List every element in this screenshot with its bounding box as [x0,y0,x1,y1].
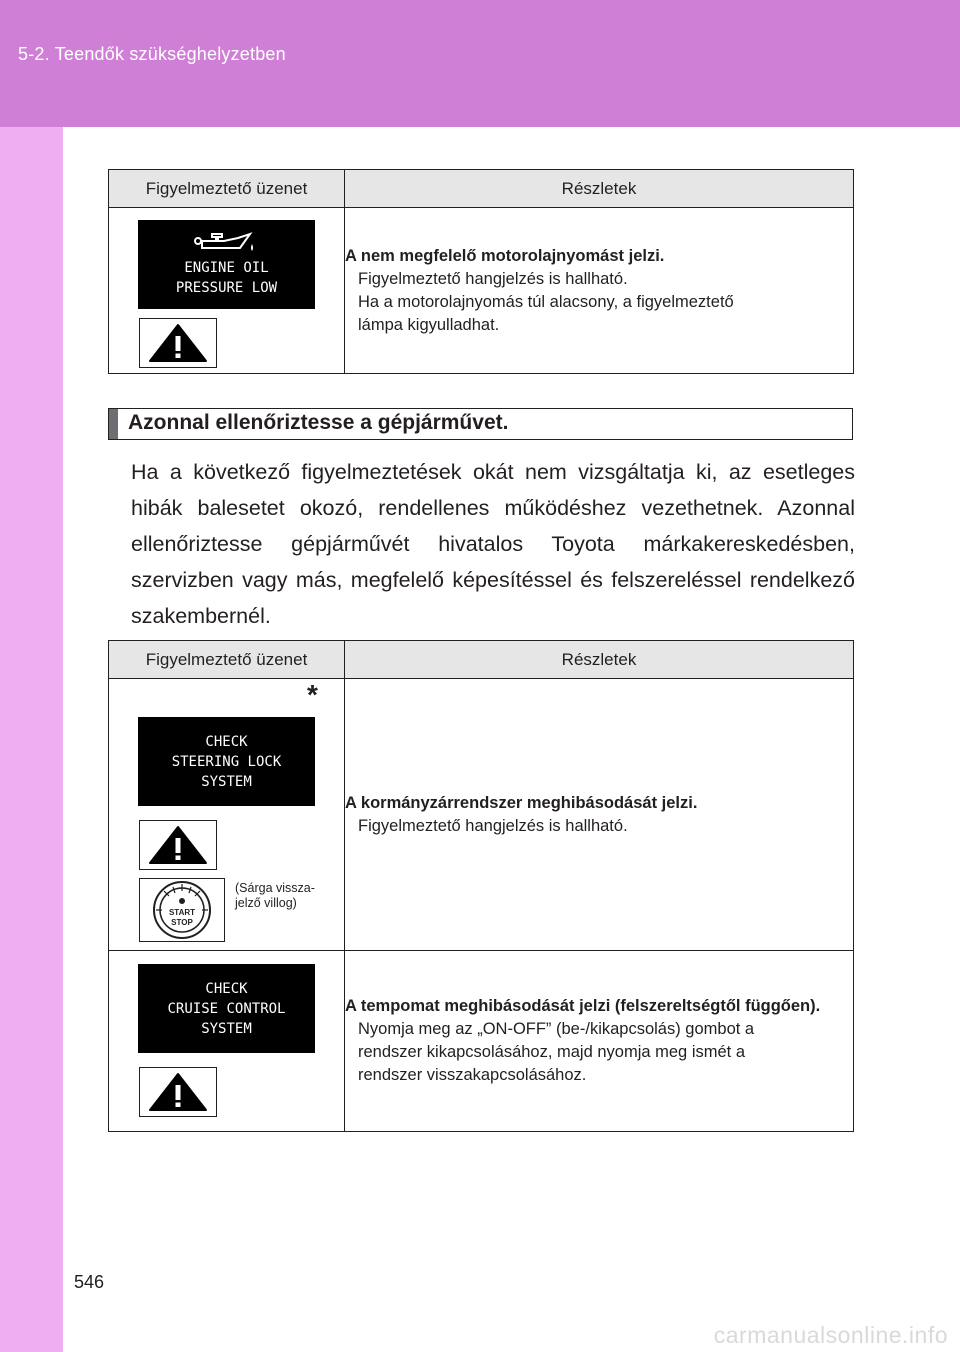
warning-indicator [139,318,217,368]
oil-can-icon [192,232,262,258]
lcd-line: CHECK [205,980,248,997]
start-stop-indicator [139,878,225,942]
knob-label-stop: STOP [171,918,193,927]
lcd-display [138,220,315,309]
detail-heading: A nem megfelelő motorolajnyomást jelzi. [345,246,665,265]
detail-line: lámpa kigyulladhat. [358,315,500,334]
lcd-line: SYSTEM [201,773,252,790]
warning-table-2 [108,640,854,1132]
lcd-line: PRESSURE LOW [175,279,278,296]
detail-line: Figyelmeztető hangjelzés is hallható. [358,816,628,835]
details-cell [345,679,854,951]
start-stop-button-icon [140,879,224,941]
lcd-display [138,717,315,806]
lcd-display [138,964,315,1053]
column-header-details: Részletek [345,641,854,679]
lcd-line: CHECK [205,733,248,750]
warning-indicator [139,820,217,870]
detail-line: rendszer kikapcsolásához, majd nyomja meg ismét a [358,1043,746,1061]
indicator-note [235,881,315,911]
message-cell [109,208,345,374]
warning-triangle-icon [148,825,208,865]
lcd-line: STEERING LOCK [171,753,282,770]
knob-label-start: START [168,908,196,917]
warning-table-1 [108,169,854,374]
watermark: carmanualsonline.info [713,1322,948,1348]
column-header-details: Részletek [345,170,854,208]
note-line: jelző villog) [235,896,297,910]
detail-line: Figyelmeztető hangjelzés is hallható. [358,269,628,288]
lcd-line: CRUISE CONTROL [167,1000,286,1017]
warning-triangle-icon [148,323,208,363]
side-band [0,0,63,1352]
section-title: 5-2. Teendők szükséghelyzetben [18,44,286,64]
note-line: (Sárga vissza- [235,881,315,895]
detail-heading: A kormányzárrendszer meghibásodását jelzi. [345,793,698,812]
warning-indicator [139,1067,217,1117]
table-row [109,951,854,1132]
message-cell [109,951,345,1132]
table-row [109,208,854,374]
header-band [0,0,960,127]
column-header-message: Figyelmeztető üzenet [109,641,345,679]
detail-line: rendszer visszakapcsolásához. [358,1066,587,1084]
details-cell [345,951,854,1132]
footnote-asterisk: * [307,679,318,710]
detail-line: Ha a motorolajnyomás túl alacsony, a figyelmeztető [358,292,734,311]
page-number: 546 [74,1272,105,1292]
column-header-message: Figyelmeztető üzenet [109,170,345,208]
heading-marker [109,409,118,439]
lcd-line: ENGINE OIL [184,259,269,276]
warning-triangle-icon [148,1072,208,1112]
section-heading-bar [108,408,853,440]
details-cell [345,208,854,374]
lcd-line: SYSTEM [201,1020,252,1037]
section-heading: Azonnal ellenőriztesse a gépjárművet. [128,411,509,434]
instruction-paragraph: Ha a következő figyelmeztetések okát nem vizsgáltatja ki, az esetleges hibák balesetet okozó, rendellenes működéshez vezethetnek. Azonnal ellenőriztesse gépjárművét hivatalos Toyota márkakereskedésben, szervizben vagy más, megfelelő képesítéssel és felszereléssel rendelkező szakembernél. [131,460,855,628]
detail-heading: A tempomat meghibásodását jelzi (felszereltségtől függően). [345,997,821,1015]
table-row [109,679,854,951]
detail-line: Nyomja meg az „ON-OFF” (be-/kikapcsolás) gombot a [358,1020,755,1038]
message-cell [109,679,345,951]
